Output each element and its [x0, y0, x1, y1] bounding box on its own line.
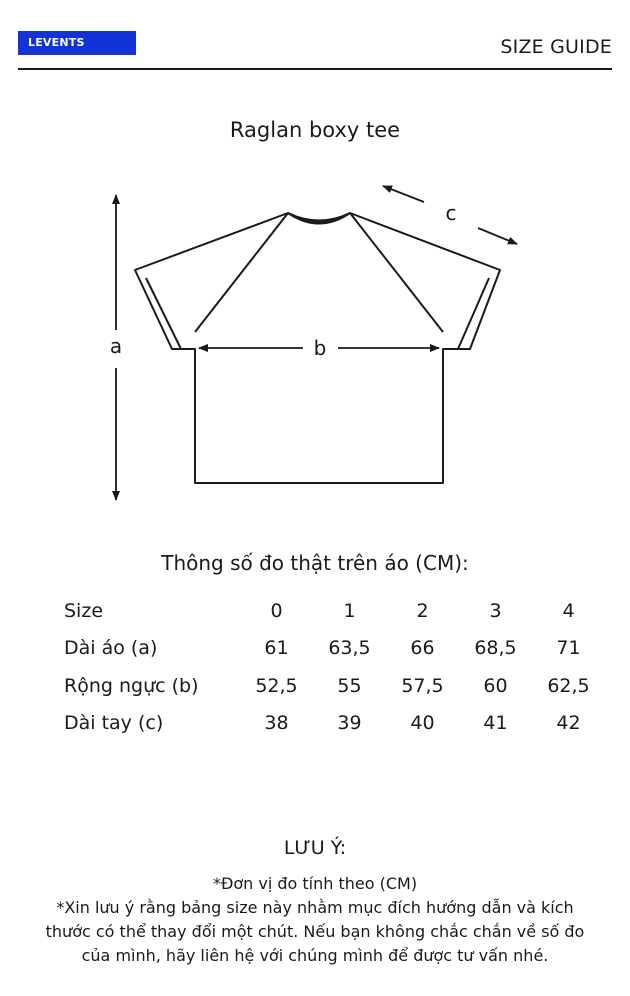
length-label: a — [109, 334, 123, 358]
chest-label: b — [313, 336, 327, 360]
table-row — [54, 705, 605, 743]
table-cell: 63,5 — [328, 637, 371, 660]
row-label: Dài áo (a) — [64, 637, 158, 660]
page-title: SIZE GUIDE — [500, 36, 612, 58]
note-title: LƯU Ý: — [283, 837, 347, 859]
table-cell: 52,5 — [255, 674, 298, 697]
table-cell: 71 — [556, 637, 581, 660]
note-line: *Đơn vị đo tính theo (CM) — [212, 874, 418, 893]
table-header-row — [54, 592, 605, 630]
table-cell: 68,5 — [474, 637, 517, 660]
header-cell: 0 — [270, 599, 283, 622]
table-cell: 38 — [264, 712, 289, 735]
header-divider — [18, 68, 612, 70]
table-title: Thông số đo thật trên áo (CM): — [161, 551, 469, 575]
header-cell: 4 — [562, 599, 575, 622]
table-row — [54, 630, 605, 668]
header-cell: 2 — [416, 599, 429, 622]
table-cell: 41 — [483, 712, 508, 735]
row-label: Rộng ngực (b) — [64, 674, 199, 697]
table-cell: 62,5 — [547, 674, 590, 697]
product-name: Raglan boxy tee — [229, 118, 401, 142]
note-body — [40, 872, 590, 968]
table-cell: 55 — [337, 674, 362, 697]
header-cell: 3 — [489, 599, 502, 622]
sleeve-arrow-right — [478, 228, 517, 244]
table-row — [54, 667, 605, 705]
table-cell: 40 — [410, 712, 435, 735]
table-cell: 61 — [264, 637, 289, 660]
header-label: Size — [64, 599, 104, 622]
table-cell: 60 — [483, 674, 508, 697]
tshirt-diagram — [0, 175, 630, 515]
table-cell: 57,5 — [401, 674, 444, 697]
row-label: Dài tay (c) — [64, 712, 164, 735]
sleeve-cuff-left — [146, 278, 181, 349]
sleeve-arrow-left — [383, 186, 424, 202]
size-table — [54, 592, 605, 742]
table-cell: 42 — [556, 712, 581, 735]
brand-logo: LEVENTS — [18, 31, 136, 55]
sleeve-label: c — [445, 201, 457, 225]
table-cell: 39 — [337, 712, 362, 735]
note-line: *Xin lưu ý rằng bảng size này nhằm mục đích hướng dẫn và kích thước có thể thay đổi một chút. Nếu bạn không chắc chắn về số đo của mình, hãy liên hệ với chúng mình để được tư vấn nhé. — [45, 898, 585, 965]
header-cell: 1 — [343, 599, 356, 622]
table-cell: 66 — [410, 637, 435, 660]
